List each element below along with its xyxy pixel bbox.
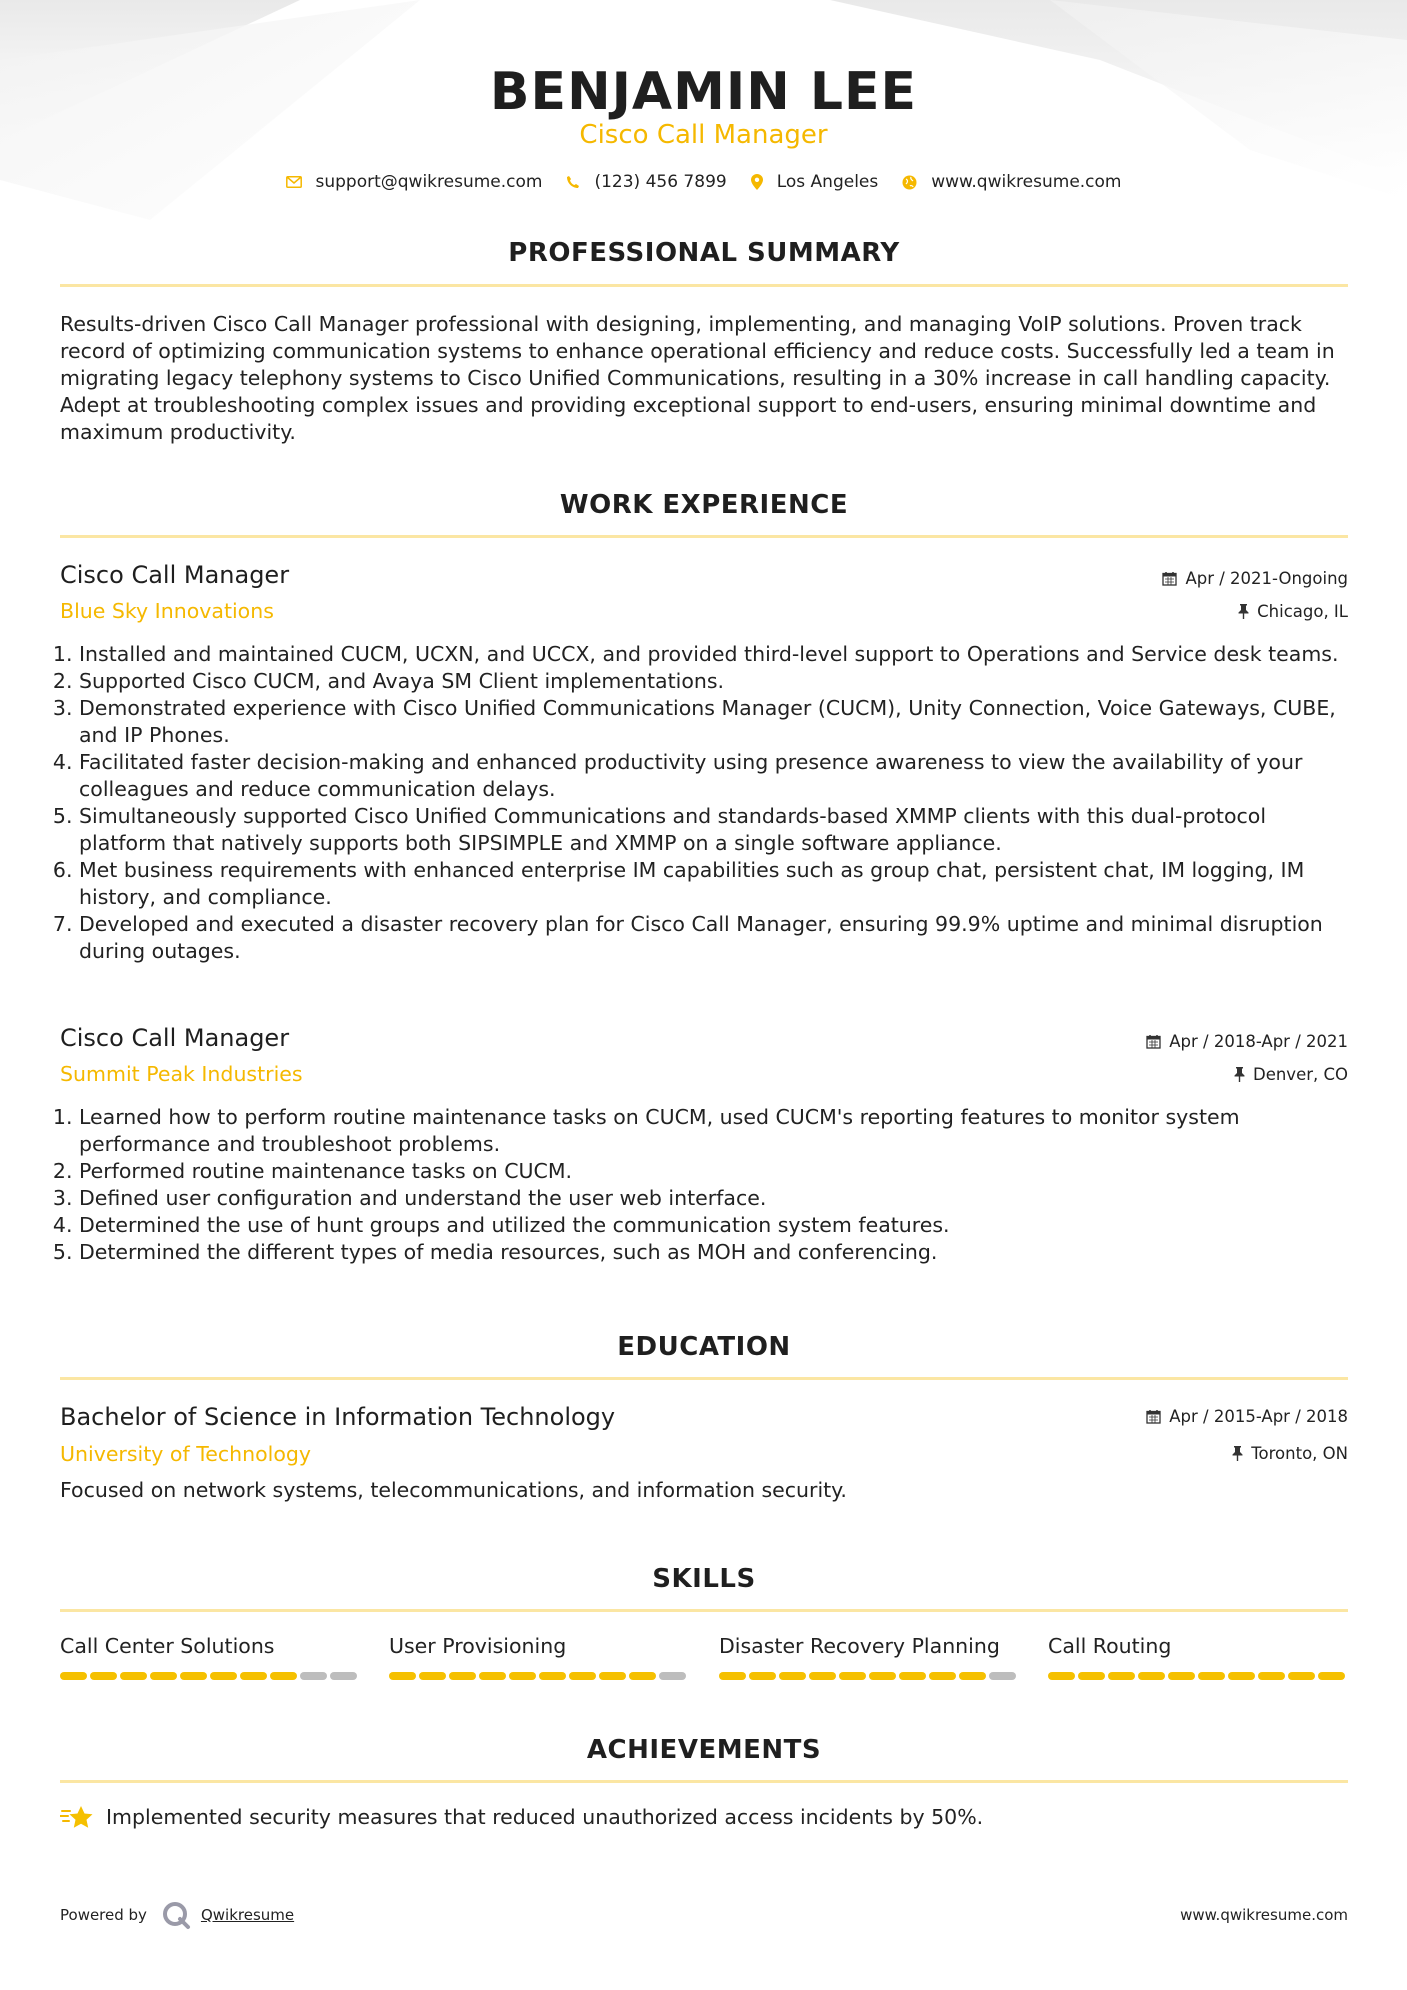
footer-website[interactable]: www.qwikresume.com bbox=[1180, 1906, 1348, 1924]
skill-item bbox=[719, 1634, 1019, 1680]
skill-dot-filled bbox=[1138, 1672, 1165, 1680]
list-item: 6. Met business requirements with enhanced enterprise IM capabilities such as group chat, persistent chat, IM logging, IM history, and compliance. bbox=[79, 857, 1350, 911]
skill-dot-filled bbox=[1318, 1672, 1345, 1680]
skill-dot-empty bbox=[659, 1672, 686, 1680]
summary-divider bbox=[60, 284, 1348, 287]
job-location-text: Denver, CO bbox=[1252, 1065, 1348, 1084]
skill-dot-filled bbox=[90, 1672, 117, 1680]
skill-dot-filled bbox=[389, 1672, 416, 1680]
summary-text: Results-driven Cisco Call Manager professional with designing, implementing, and managing VoIP solutions. Proven track record of optimizing communication systems to enhance operational efficiency and reduce costs. Successfully led a team in migrating legacy telephony systems to Cisco Unified Communications, resulting in a 30% increase in call handling capacity. Adept at troubleshooting complex issues and providing exceptional support to end-users, ensuring minimal downtime and maximum productivity. bbox=[60, 312, 1335, 444]
skill-level-bar bbox=[389, 1672, 689, 1680]
skill-dot-filled bbox=[629, 1672, 656, 1680]
skill-dot-empty bbox=[300, 1672, 327, 1680]
job-bullets bbox=[60, 641, 1350, 965]
email-text: support@qwikresume.com bbox=[315, 172, 543, 192]
skill-level-bar bbox=[60, 1672, 360, 1680]
experience-divider bbox=[60, 535, 1348, 538]
education-dates-text: Apr / 2015-Apr / 2018 bbox=[1169, 1407, 1348, 1426]
list-item: 4. Determined the use of hunt groups and utilized the communication system features. bbox=[79, 1212, 1350, 1239]
company-name: Blue Sky Innovations bbox=[60, 599, 274, 623]
list-item: 7. Developed and executed a disaster recovery plan for Cisco Call Manager, ensuring 99.9% uptime and minimal disruption during outages. bbox=[79, 911, 1350, 965]
job-title: Cisco Call Manager bbox=[60, 561, 290, 589]
skill-dot-filled bbox=[419, 1672, 446, 1680]
website-text: www.qwikresume.com bbox=[931, 172, 1122, 192]
education-description: Focused on network systems, telecommunications, and information security. bbox=[60, 1478, 847, 1502]
candidate-title: Cisco Call Manager bbox=[579, 120, 828, 150]
skill-name: Call Center Solutions bbox=[60, 1634, 275, 1658]
job-dates-text: Apr / 2021-Ongoing bbox=[1185, 569, 1348, 588]
skill-dot-filled bbox=[1048, 1672, 1075, 1680]
skill-dot-filled bbox=[599, 1672, 626, 1680]
globe-icon bbox=[902, 175, 917, 190]
skill-dot-filled bbox=[719, 1672, 746, 1680]
contact-website[interactable] bbox=[902, 172, 1121, 192]
skill-level-bar bbox=[1048, 1672, 1348, 1680]
achievements-divider bbox=[60, 1780, 1348, 1783]
skill-dot-filled bbox=[569, 1672, 596, 1680]
calendar-icon bbox=[1162, 571, 1177, 586]
skill-dot-filled bbox=[1228, 1672, 1255, 1680]
education-heading: EDUCATION bbox=[617, 1332, 791, 1362]
calendar-icon bbox=[1146, 1409, 1161, 1424]
list-item: 1. Installed and maintained CUCM, UCXN, and UCCX, and provided third-level support to Operations and Service desk teams. bbox=[79, 641, 1350, 668]
skill-dot-filled bbox=[779, 1672, 806, 1680]
job-dates bbox=[1162, 569, 1348, 588]
skill-dot-filled bbox=[839, 1672, 866, 1680]
skill-dot-filled bbox=[449, 1672, 476, 1680]
job-dates bbox=[1146, 1032, 1348, 1051]
phone-icon bbox=[566, 175, 580, 189]
list-item: 5. Determined the different types of media resources, such as MOH and conferencing. bbox=[79, 1239, 1350, 1266]
skills-divider bbox=[60, 1609, 1348, 1612]
map-pin-icon bbox=[751, 174, 763, 190]
skill-name: User Provisioning bbox=[389, 1634, 567, 1658]
skill-dot-filled bbox=[539, 1672, 566, 1680]
job-bullets bbox=[60, 1104, 1350, 1266]
achievement-text: Implemented security measures that reduced unauthorized access incidents by 50%. bbox=[106, 1805, 984, 1829]
skill-dot-filled bbox=[1108, 1672, 1135, 1680]
contact-bar bbox=[0, 172, 1407, 192]
job-location bbox=[1238, 602, 1348, 621]
education-divider bbox=[60, 1377, 1348, 1380]
envelope-icon bbox=[286, 176, 302, 188]
list-item: 4. Facilitated faster decision-making and enhanced productivity using presence awareness to view the availability of your colleagues and reduce communication delays. bbox=[79, 749, 1350, 803]
list-item: 2. Performed routine maintenance tasks on CUCM. bbox=[79, 1158, 1350, 1185]
skill-dot-filled bbox=[1288, 1672, 1315, 1680]
skill-dot-empty bbox=[330, 1672, 357, 1680]
powered-by-text: Powered by bbox=[60, 1906, 147, 1924]
list-item: 2. Supported Cisco CUCM, and Avaya SM Client implementations. bbox=[79, 668, 1350, 695]
skills-heading: SKILLS bbox=[652, 1564, 756, 1594]
education-location-text: Toronto, ON bbox=[1251, 1444, 1348, 1463]
skill-item bbox=[389, 1634, 689, 1680]
location-text: Los Angeles bbox=[776, 172, 879, 192]
school-name: University of Technology bbox=[60, 1442, 312, 1466]
job-location-text: Chicago, IL bbox=[1257, 602, 1348, 621]
skill-dot-filled bbox=[479, 1672, 506, 1680]
list-item: 3. Defined user configuration and understand the user web interface. bbox=[79, 1185, 1350, 1212]
job-location bbox=[1234, 1065, 1348, 1084]
skill-dot-empty bbox=[989, 1672, 1016, 1680]
skill-dot-filled bbox=[1078, 1672, 1105, 1680]
skill-level-bar bbox=[719, 1672, 1019, 1680]
skill-dot-filled bbox=[749, 1672, 776, 1680]
contact-location bbox=[751, 172, 879, 192]
skill-dot-filled bbox=[929, 1672, 956, 1680]
skill-dot-filled bbox=[1258, 1672, 1285, 1680]
skill-dot-filled bbox=[150, 1672, 177, 1680]
skill-name: Call Routing bbox=[1048, 1634, 1172, 1658]
pushpin-icon bbox=[1238, 604, 1249, 619]
company-name: Summit Peak Industries bbox=[60, 1062, 303, 1086]
pushpin-icon bbox=[1234, 1067, 1245, 1082]
calendar-icon bbox=[1146, 1034, 1161, 1049]
skill-dot-filled bbox=[509, 1672, 536, 1680]
footer-powered-by bbox=[60, 1900, 294, 1930]
summary-heading: PROFESSIONAL SUMMARY bbox=[508, 238, 900, 268]
qwikresume-logo-icon bbox=[161, 1900, 191, 1930]
skill-dot-filled bbox=[959, 1672, 986, 1680]
skill-dot-filled bbox=[120, 1672, 147, 1680]
brand-link[interactable]: Qwikresume bbox=[200, 1906, 295, 1924]
list-item: 1. Learned how to perform routine maintenance tasks on CUCM, used CUCM's reporting features to monitor system performance and troubleshoot problems. bbox=[79, 1104, 1350, 1158]
skill-dot-filled bbox=[180, 1672, 207, 1680]
job-dates-text: Apr / 2018-Apr / 2021 bbox=[1169, 1032, 1348, 1051]
skill-dot-filled bbox=[869, 1672, 896, 1680]
list-item: 3. Demonstrated experience with Cisco Unified Communications Manager (CUCM), Unity Connection, Voice Gateways, CUBE, and IP Phones. bbox=[79, 695, 1350, 749]
skill-dot-filled bbox=[1168, 1672, 1195, 1680]
contact-phone[interactable] bbox=[566, 172, 726, 192]
job-title: Cisco Call Manager bbox=[60, 1024, 290, 1052]
education-dates bbox=[1146, 1407, 1348, 1426]
skill-dot-filled bbox=[1198, 1672, 1225, 1680]
contact-email[interactable] bbox=[286, 172, 543, 192]
skill-dot-filled bbox=[210, 1672, 237, 1680]
skill-item bbox=[60, 1634, 360, 1680]
achievement-item bbox=[60, 1804, 983, 1830]
degree-title: Bachelor of Science in Information Technology bbox=[60, 1403, 616, 1431]
candidate-name: BENJAMIN LEE bbox=[489, 62, 918, 122]
star-icon bbox=[60, 1804, 94, 1830]
skill-dot-filled bbox=[809, 1672, 836, 1680]
skill-dot-filled bbox=[240, 1672, 267, 1680]
skill-item bbox=[1048, 1634, 1348, 1680]
education-location bbox=[1232, 1444, 1348, 1463]
skill-dot-filled bbox=[899, 1672, 926, 1680]
skill-dot-filled bbox=[270, 1672, 297, 1680]
experience-heading: WORK EXPERIENCE bbox=[559, 490, 849, 520]
skill-dot-filled bbox=[60, 1672, 87, 1680]
skill-name: Disaster Recovery Planning bbox=[719, 1634, 1000, 1658]
phone-text: (123) 456 7899 bbox=[594, 172, 727, 192]
achievements-heading: ACHIEVEMENTS bbox=[586, 1735, 822, 1765]
pushpin-icon bbox=[1232, 1446, 1243, 1461]
list-item: 5. Simultaneously supported Cisco Unified Communications and standards-based XMMP clients with this dual-protocol platform that natively supports both SIPSIMPLE and XMMP on a single software appliance. bbox=[79, 803, 1350, 857]
